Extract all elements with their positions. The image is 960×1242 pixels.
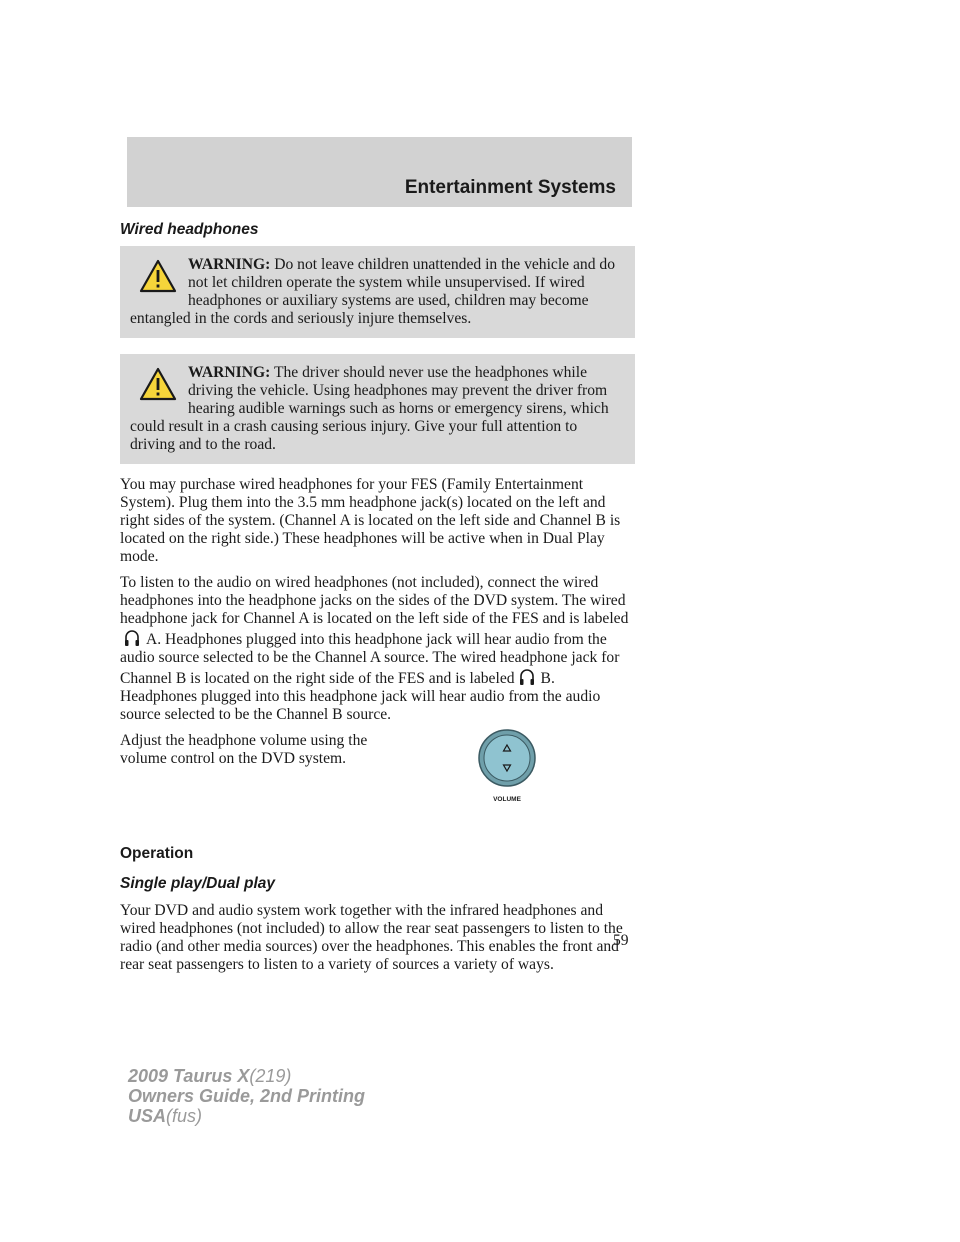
volume-knob-label: VOLUME <box>493 796 521 803</box>
footer-imprint <box>128 1066 365 1126</box>
paragraph-listen-wired <box>120 574 635 724</box>
paragraph-text: B. Headphones plugged into this headphone jack will hear audio from the audio source selected to be the Channel B source. <box>120 670 601 723</box>
volume-knob-icon <box>475 728 539 806</box>
paragraph-text: To listen to the audio on wired headphones (not included), connect the wired headphones into the headphone jacks on the sides of the DVD system. The wired headphone jack for Channel A is located on the left side of the FES and is labeled <box>120 574 629 627</box>
warning-triangle-icon <box>138 366 178 402</box>
section-subheading-single-dual: Single play/Dual play <box>120 875 276 892</box>
warning-label: WARNING: <box>188 364 271 381</box>
headphone-icon <box>519 667 535 687</box>
footer-line-market <box>128 1106 365 1126</box>
footer-line-model <box>128 1066 365 1086</box>
paragraph-text: A. Headphones plugged into this headphone jack will hear audio from the audio source selected to be the Channel A source. The wired headphone jack for Channel B is located on the right side of the FES and is labeled <box>120 631 620 687</box>
warning-box-children <box>120 246 635 338</box>
volume-section <box>120 732 635 844</box>
footer-line-printing <box>128 1086 365 1106</box>
header-band <box>127 137 632 207</box>
footer-market: USA <box>128 1106 167 1126</box>
paragraph-adjust-volume: Adjust the headphone volume using the volume control on the DVD system. <box>120 732 368 767</box>
footer-market-code: (fus) <box>166 1106 203 1126</box>
warning-text: The driver should never use the headphones while driving the vehicle. Using headphones may prevent the driver from hearing audible warnings such as horns or emergency sirens, which could result in a crash causing serious injury. Give your full attention to driving and to the road. <box>130 364 609 453</box>
paragraph-single-dual-play: Your DVD and audio system work together with the infrared headphones and wired headphones (not included) to allow the rear seat passengers to listen to the radio (and other media sources) over the headphones. This enables the front and rear seat passengers to listen to a variety of sources a variety of ways. <box>120 902 623 973</box>
page-number: 59 <box>613 932 629 949</box>
footer-printing: Owners Guide, 2nd Printing <box>128 1086 366 1106</box>
warning-box-driver <box>120 354 635 464</box>
section-heading-operation: Operation <box>120 845 194 862</box>
footer-model: 2009 Taurus X <box>128 1066 250 1086</box>
warning-text: Do not leave children unattended in the vehicle and do not let children operate the system while unsupervised. If wired headphones or auxiliary systems are used, children may become entangled in the cords and seriously injure themselves. <box>130 256 615 327</box>
paragraph-purchase-headphones: You may purchase wired headphones for your FES (Family Entertainment System). Plug them into the 3.5 mm headphone jack(s) located on the left and right sides of the system. (Channel A is located on the left side and Channel B is located on the right side.) These headphones will be active when in Dual Play mode. <box>120 476 621 565</box>
warning-label: WARNING: <box>188 256 271 273</box>
section-heading-wired-headphones: Wired headphones <box>120 221 259 238</box>
warning-triangle-icon <box>138 258 178 294</box>
headphone-icon <box>124 628 140 648</box>
footer-model-code: (219) <box>249 1066 292 1086</box>
page-header-title: Entertainment Systems <box>404 177 616 198</box>
page-content <box>120 220 635 974</box>
